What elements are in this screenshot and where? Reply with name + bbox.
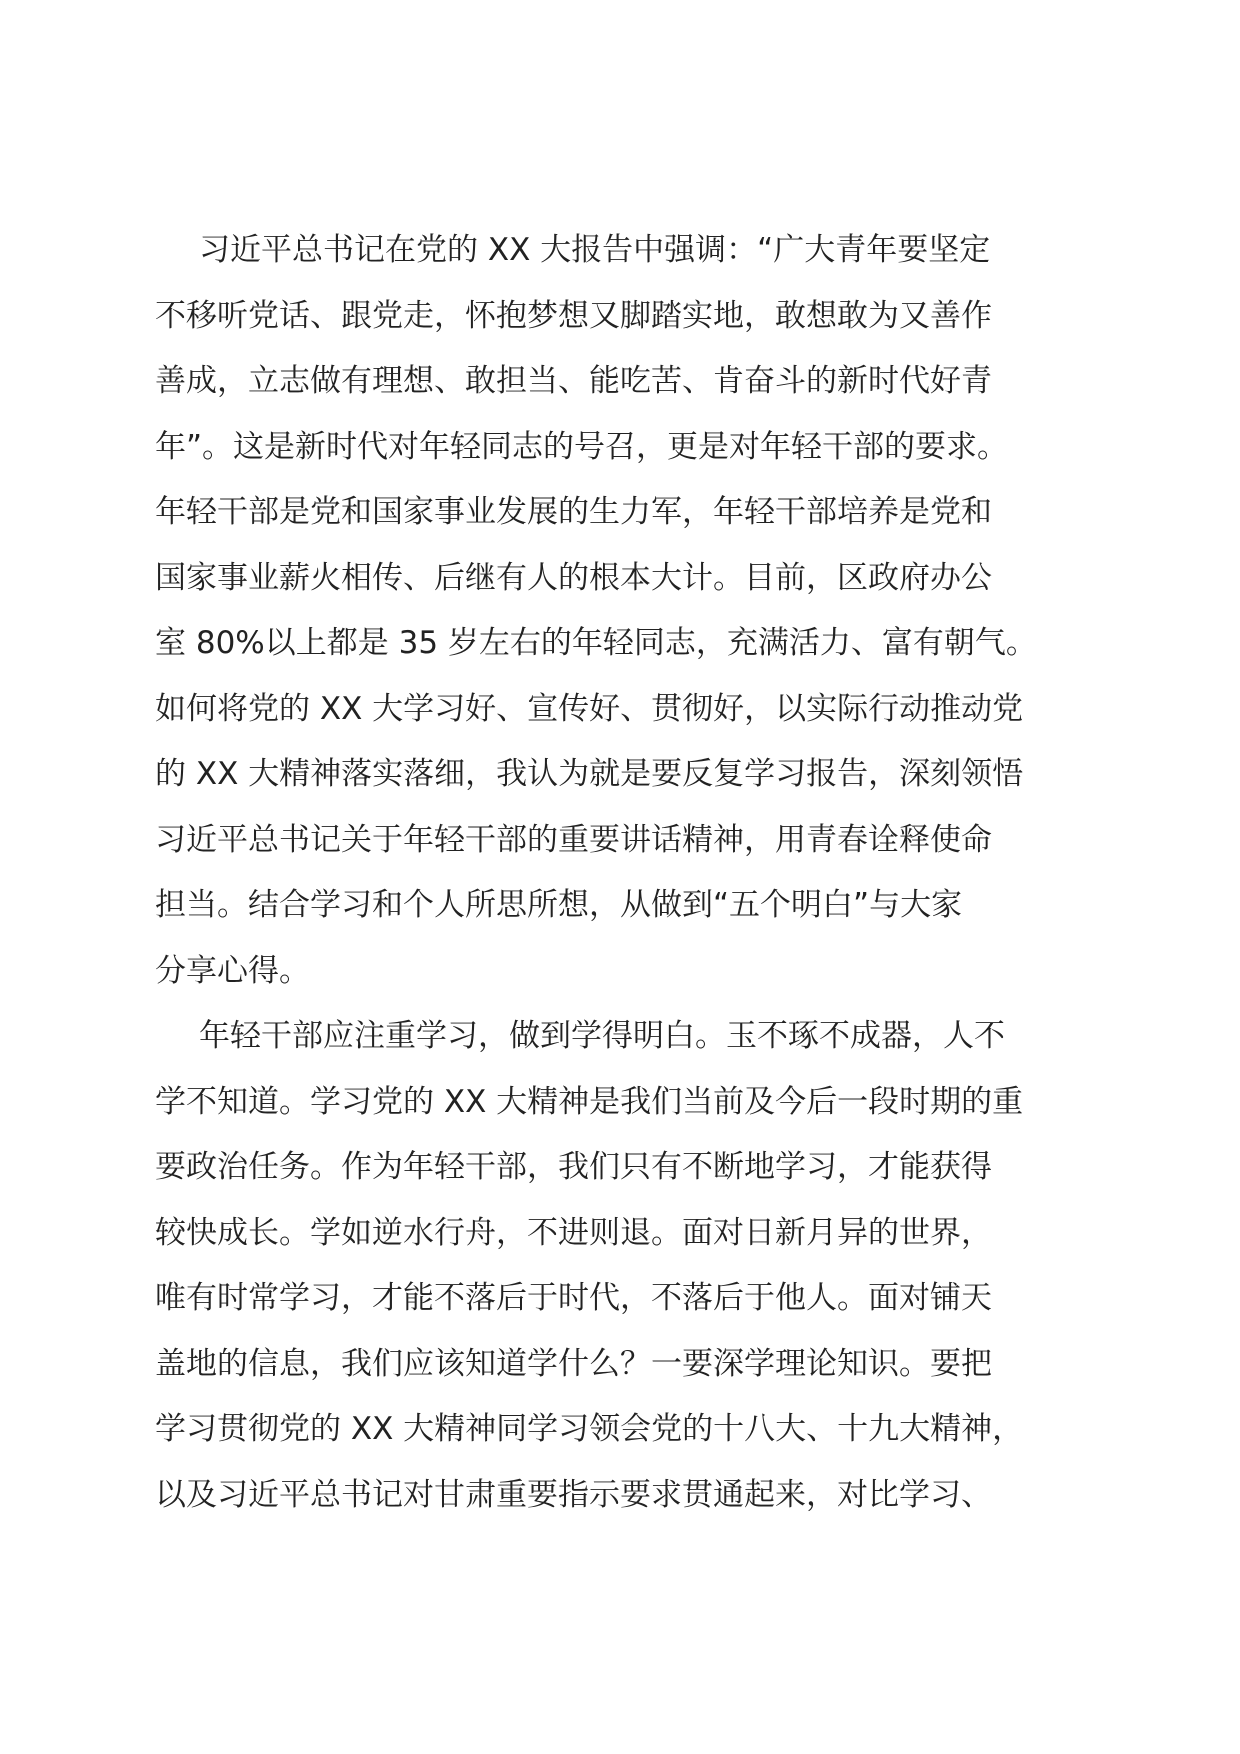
paragraph-line: 善成，立志做有理想、敢担当、能吃苦、肯奋斗的新时代好青 — [155, 363, 992, 399]
paragraph-line: 较快成长。学如逆水行舟，不进则退。面对日新月异的世界， — [155, 1214, 992, 1251]
paragraph-line: 唯有时常学习，才能不落后于时代，不落后于他人。面对铺天 — [155, 1280, 992, 1316]
paragraph-line: 习近平总书记关于年轻干部的重要讲话精神，用青春诠释使命 — [155, 821, 992, 858]
paragraph-line: 的 XX 大精神落实落细，我认为就是要反复学习报告，深刻领悟 — [155, 756, 1024, 792]
paragraph-line: 习近平总书记在党的 XX 大报告中强调：“广大青年要坚定 — [199, 232, 991, 268]
paragraph-line: 分享心得。 — [155, 952, 310, 989]
paragraph-line: 年轻干部应注重学习，做到学得明白。玉不琢不成器，人不 — [199, 1018, 1005, 1054]
document-body — [155, 218, 1090, 1528]
paragraph-line: 年”。这是新时代对年轻同志的号召，更是对年轻干部的要求。 — [155, 428, 1009, 465]
paragraph-line: 学不知道。学习党的 XX 大精神是我们当前及今后一段时期的重 — [155, 1083, 1024, 1120]
paragraph-line: 学习贯彻党的 XX 大精神同学习领会党的十八大、十九大精神， — [155, 1411, 1024, 1447]
paragraph-2 — [155, 1004, 1090, 1528]
paragraph-line: 要政治任务。作为年轻干部，我们只有不断地学习，才能获得 — [155, 1149, 992, 1185]
paragraph-line: 如何将党的 XX 大学习好、宣传好、贯彻好，以实际行动推动党 — [155, 690, 1024, 727]
paragraph-line: 盖地的信息，我们应该知道学什么？一要深学理论知识。要把 — [155, 1345, 992, 1382]
paragraph-line: 担当。结合学习和个人所思所想，从做到“五个明白”与大家 — [155, 887, 963, 923]
paragraph-1 — [155, 218, 1090, 1004]
paragraph-line: 国家事业薪火相传、后继有人的根本大计。目前，区政府办公 — [155, 559, 992, 596]
paragraph-line: 不移听党话、跟党走，怀抱梦想又脚踏实地，敢想敢为又善作 — [155, 297, 992, 334]
paragraph-line: 以及习近平总书记对甘肃重要指示要求贯通起来，对比学习、 — [155, 1476, 992, 1513]
paragraph-line: 年轻干部是党和国家事业发展的生力军，年轻干部培养是党和 — [155, 494, 992, 530]
paragraph-line: 室 80%以上都是 35 岁左右的年轻同志，充满活力、富有朝气。 — [155, 625, 1037, 661]
